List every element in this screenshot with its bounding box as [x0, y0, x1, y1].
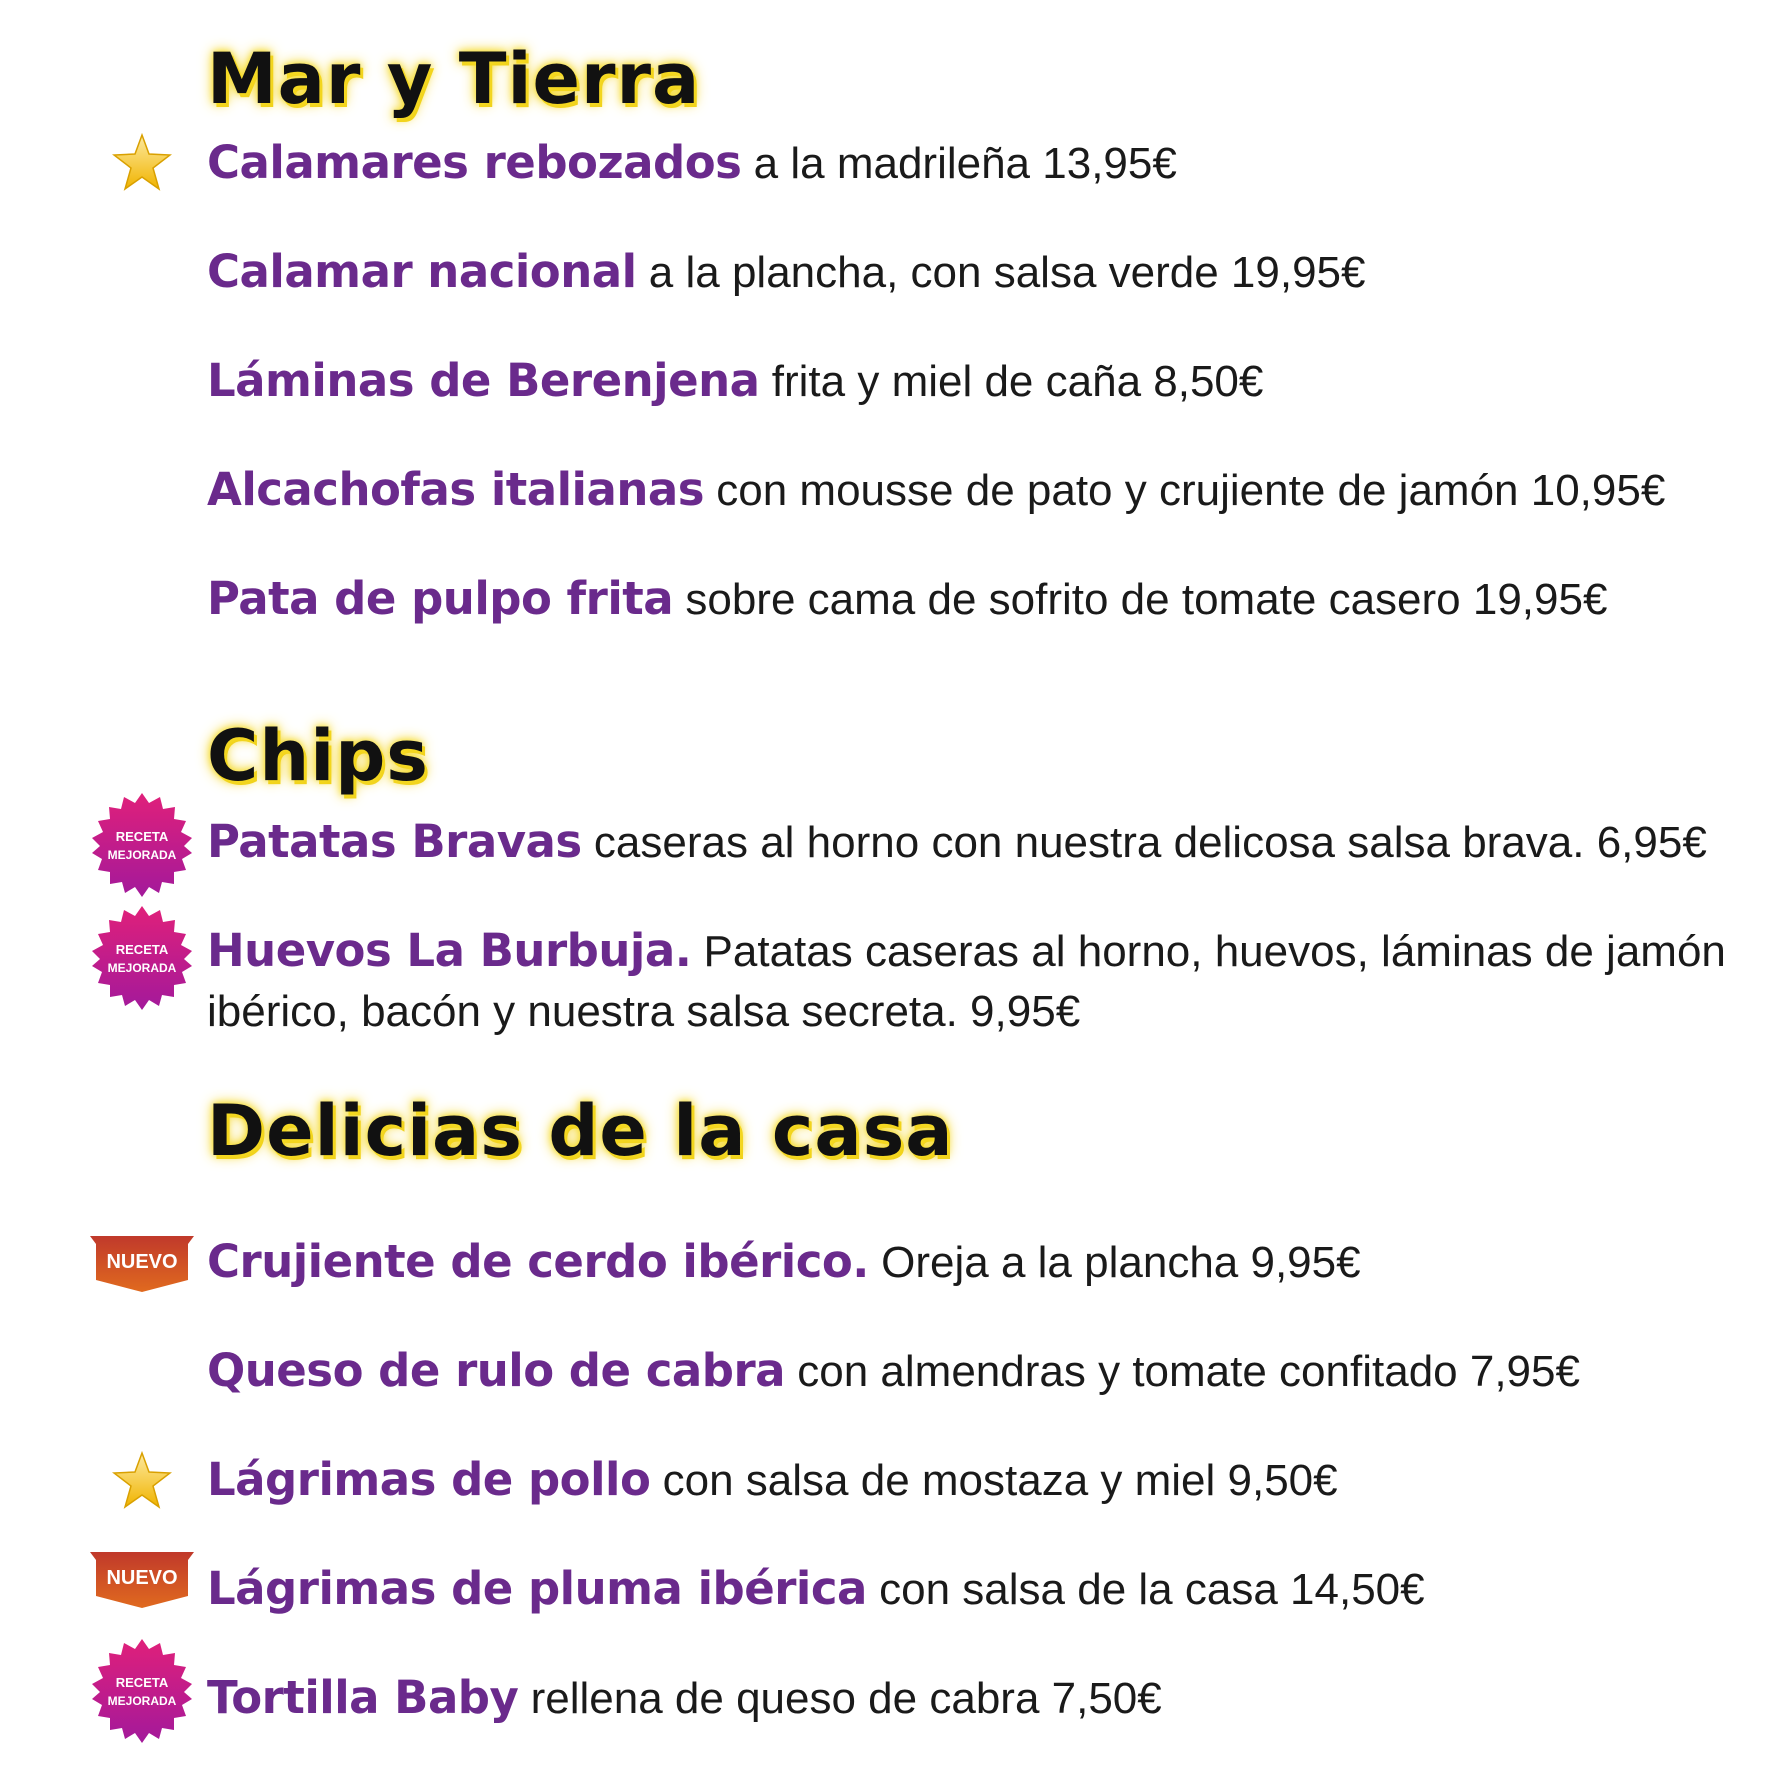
badge-text: RECETA	[115, 1675, 169, 1690]
item-description: a la madrileña 13,95€	[753, 139, 1177, 188]
item-description: con mousse de pato y crujiente de jamón 10,95€	[716, 466, 1666, 515]
star-icon	[112, 132, 172, 192]
item-name: Láminas de Berenjena	[207, 354, 760, 407]
menu-item	[207, 921, 1737, 1042]
nuevo-badge	[88, 1548, 196, 1610]
nuevo-badge	[88, 1232, 196, 1294]
item-description: Oreja a la plancha 9,95€	[881, 1238, 1361, 1287]
item-description: con salsa de la casa 14,50€	[879, 1565, 1425, 1614]
item-name: Pata de pulpo frita	[207, 572, 674, 625]
receta-mejorada-badge	[88, 1637, 196, 1745]
star-icon	[112, 1450, 172, 1510]
menu-item	[207, 1668, 1737, 1729]
badge-text: RECETA	[115, 942, 169, 957]
item-description: rellena de queso de cabra 7,50€	[530, 1674, 1162, 1723]
menu-item	[207, 242, 1737, 303]
menu-item	[207, 133, 1737, 194]
badge-text: NUEVO	[106, 1567, 178, 1589]
badge-text: RECETA	[115, 829, 169, 844]
badge-text: MEJORADA	[107, 1694, 177, 1708]
badge-text: MEJORADA	[107, 961, 177, 975]
item-description: con almendras y tomate confitado 7,95€	[797, 1347, 1580, 1396]
menu-item	[207, 1232, 1737, 1293]
item-description: Patatas caseras al horno, huevos, láminas de jamón ibérico, bacón y nuestra salsa secreta. 9,95€	[207, 927, 1726, 1036]
item-description: sobre cama de sofrito de tomate casero 19,95€	[685, 575, 1608, 624]
item-name: Queso de rulo de cabra	[207, 1344, 786, 1397]
item-name: Huevos La Burbuja.	[207, 924, 692, 977]
item-description: a la plancha, con salsa verde 19,95€	[648, 248, 1366, 297]
menu-item	[207, 1559, 1737, 1620]
badge-text: MEJORADA	[107, 848, 177, 862]
section-title-chips: Chips	[207, 715, 429, 797]
item-name: Tortilla Baby	[207, 1671, 519, 1724]
item-name: Crujiente de cerdo ibérico.	[207, 1235, 869, 1288]
item-description: frita y miel de caña 8,50€	[771, 357, 1264, 406]
menu-item	[207, 1341, 1737, 1402]
section-title-mar-y-tierra: Mar y Tierra	[207, 38, 701, 120]
item-name: Calamar nacional	[207, 245, 637, 298]
menu-item	[207, 569, 1737, 630]
menu-item	[207, 812, 1737, 873]
menu-item	[207, 1450, 1737, 1511]
receta-mejorada-badge	[88, 791, 196, 899]
menu-item	[207, 460, 1737, 521]
badge-text: NUEVO	[106, 1251, 178, 1273]
item-description: caseras al horno con nuestra delicosa salsa brava. 6,95€	[593, 818, 1707, 867]
item-name: Alcachofas italianas	[207, 463, 705, 516]
receta-mejorada-badge	[88, 904, 196, 1012]
item-name: Calamares rebozados	[207, 136, 742, 189]
item-name: Lágrimas de pluma ibérica	[207, 1562, 867, 1615]
item-name: Patatas Bravas	[207, 815, 582, 868]
menu-item	[207, 351, 1737, 412]
item-name: Lágrimas de pollo	[207, 1453, 651, 1506]
section-title-delicias-de-la-casa: Delicias de la casa	[207, 1090, 954, 1172]
item-description: con salsa de mostaza y miel 9,50€	[662, 1456, 1338, 1505]
